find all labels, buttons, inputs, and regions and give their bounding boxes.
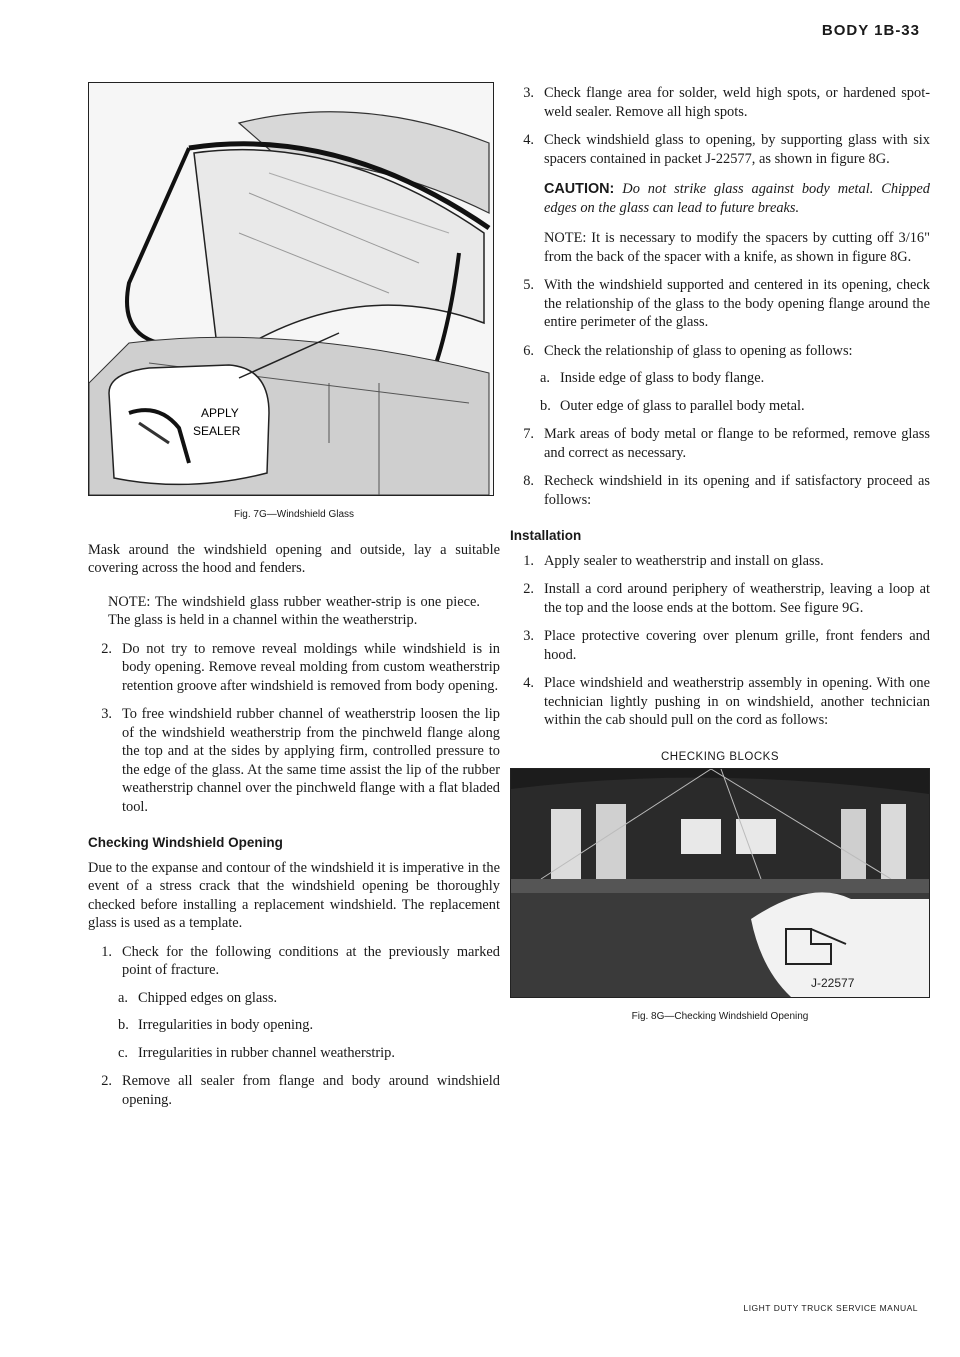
list-item	[88, 1072, 500, 1109]
list-item	[510, 472, 930, 509]
intro-paragraph: Mask around the windshield opening and outside, lay a suitable covering across the hood and fenders.	[88, 541, 500, 576]
callout-sealer-label: SEALER	[193, 424, 241, 438]
item-number: 2.	[101, 640, 112, 657]
caution-label: CAUTION:	[544, 181, 615, 197]
item-text: Check flange area for solder, weld high spots, or hardened spot-weld sealer. Remove all high spots.	[544, 85, 930, 120]
sub-item-text: Outer edge of glass to parallel body metal.	[560, 397, 805, 414]
figure-checking-opening	[510, 768, 930, 998]
figure-8g-caption: Fig. 8G—Checking Windshield Opening	[631, 1011, 809, 1022]
item-number: 5.	[523, 277, 534, 293]
figure-windshield-glass	[88, 82, 494, 496]
page-header: BODY 1B-33	[821, 22, 920, 39]
weatherstrip-note: NOTE: The windshield glass rubber weather-strip is one piece. The glass is held in a channel within the weatherstrip.	[108, 593, 480, 628]
sub-item-letter: b.	[118, 1017, 129, 1033]
list-item	[510, 84, 930, 121]
item-text: Check the relationship of glass to opening as follows:	[544, 342, 853, 359]
item-text: Recheck windshield in its opening and if satisfactory proceed as follows:	[544, 473, 930, 508]
item-text: Remove all sealer from flange and body around windshield opening.	[122, 1073, 500, 1108]
item-number: 4.	[523, 132, 534, 148]
item-number: 6.	[523, 342, 534, 359]
item-text: With the windshield supported and centered in its opening, check the relationship of the glass to the body opening flange around the entire perimeter of the glass.	[544, 277, 930, 330]
list-item	[510, 276, 930, 332]
checking-opening-illustration	[511, 769, 929, 997]
item-text: Install a cord around periphery of weatherstrip, leaving a loop at the top and the loose ends at the bottom. See figure 9G.	[544, 581, 930, 616]
item-number: 3.	[523, 628, 534, 644]
item-text: Mark areas of body metal or flange to be reformed, remove glass and correct as necessary.	[544, 426, 930, 461]
sub-item-letter: b.	[540, 397, 551, 414]
figure-7g-caption: Fig. 7G—Windshield Glass	[233, 509, 355, 520]
checking-intro-paragraph: Due to the expanse and contour of the windshield it is imperative in the event of a stress crack that the windshield opening be thoroughly checked before installing a replacement windshield. The replacement glass is used as a template.	[88, 859, 500, 931]
list-item	[88, 640, 500, 696]
item-number: 4.	[523, 675, 534, 691]
item-number: 1.	[101, 943, 112, 960]
sub-item	[118, 1016, 500, 1035]
sub-item-letter: a.	[118, 989, 128, 1006]
caution-text: Do not strike glass against body metal. Chipped edges on the glass can lead to future breaks.	[544, 181, 930, 216]
caution-block	[544, 180, 930, 217]
item-text: Place protective covering over plenum grille, front fenders and hood.	[544, 628, 930, 663]
item-text: Do not try to remove reveal moldings while windshield is in body opening. Remove reveal molding from custom weatherstrip retention groove after windshield is removed from body opening.	[122, 640, 500, 694]
list-item	[510, 131, 930, 168]
tool-j22577-label: J-22577	[811, 976, 855, 990]
item-number: 7.	[523, 426, 534, 442]
item-number: 8.	[523, 473, 534, 489]
list-item	[510, 342, 930, 361]
sub-item	[540, 397, 930, 416]
list-item	[88, 943, 500, 980]
sub-item	[118, 1044, 500, 1063]
sub-item-letter: c.	[118, 1044, 128, 1061]
callout-apply-label: APPLY	[201, 406, 239, 420]
section-heading-installation: Installation	[510, 528, 582, 543]
item-text: To free windshield rubber channel of weatherstrip loosen the lip of the windshield weatherstrip from the pinchweld flange along the top and at the sides by applying firm, controlled pressure to the edge of the glass. At the same time assist the lip of the rubber weatherstrip channel over the pinchweld flange with a flat bladed tool.	[122, 706, 500, 815]
sub-item-text: Irregularities in rubber channel weatherstrip.	[138, 1044, 395, 1061]
sub-item	[118, 989, 500, 1008]
item-number: 3.	[101, 706, 112, 722]
windshield-illustration	[89, 83, 493, 495]
page-footer: LIGHT DUTY TRUCK SERVICE MANUAL	[743, 1303, 918, 1313]
sub-item-text: Inside edge of glass to body flange.	[560, 370, 765, 386]
item-number: 1.	[523, 552, 534, 569]
item-number: 2.	[101, 1073, 112, 1089]
sub-item-text: Chipped edges on glass.	[138, 989, 278, 1006]
checking-blocks-label: CHECKING BLOCKS	[660, 750, 780, 763]
section-heading-checking: Checking Windshield Opening	[88, 835, 283, 850]
item-text: Check for the following conditions at the previously marked point of fracture.	[122, 943, 500, 978]
item-text: Check windshield glass to opening, by supporting glass with six spacers contained in packet J-22577, as shown in figure 8G.	[544, 132, 930, 167]
sub-item	[540, 369, 930, 388]
item-number: 3.	[523, 85, 534, 101]
list-item	[510, 425, 930, 462]
list-item	[510, 627, 930, 664]
right-column	[510, 84, 930, 1027]
list-item	[510, 580, 930, 617]
list-item	[510, 552, 930, 571]
item-text: Apply sealer to weatherstrip and install on glass.	[544, 552, 824, 569]
sub-item-letter: a.	[540, 370, 550, 386]
list-item	[510, 674, 930, 730]
list-item	[88, 705, 500, 816]
item-text: Place windshield and weatherstrip assembly in opening. With one technician lightly pushing in on windshield, another technician within the cab should pull on the cord as follows:	[544, 675, 930, 728]
sub-item-text: Irregularities in body opening.	[138, 1017, 314, 1033]
spacer-note: NOTE: It is necessary to modify the spacers by cutting off 3/16" from the back of the spacer with a knife, as shown in figure 8G.	[544, 230, 930, 265]
left-column	[88, 82, 500, 1109]
item-number: 2.	[523, 581, 534, 597]
